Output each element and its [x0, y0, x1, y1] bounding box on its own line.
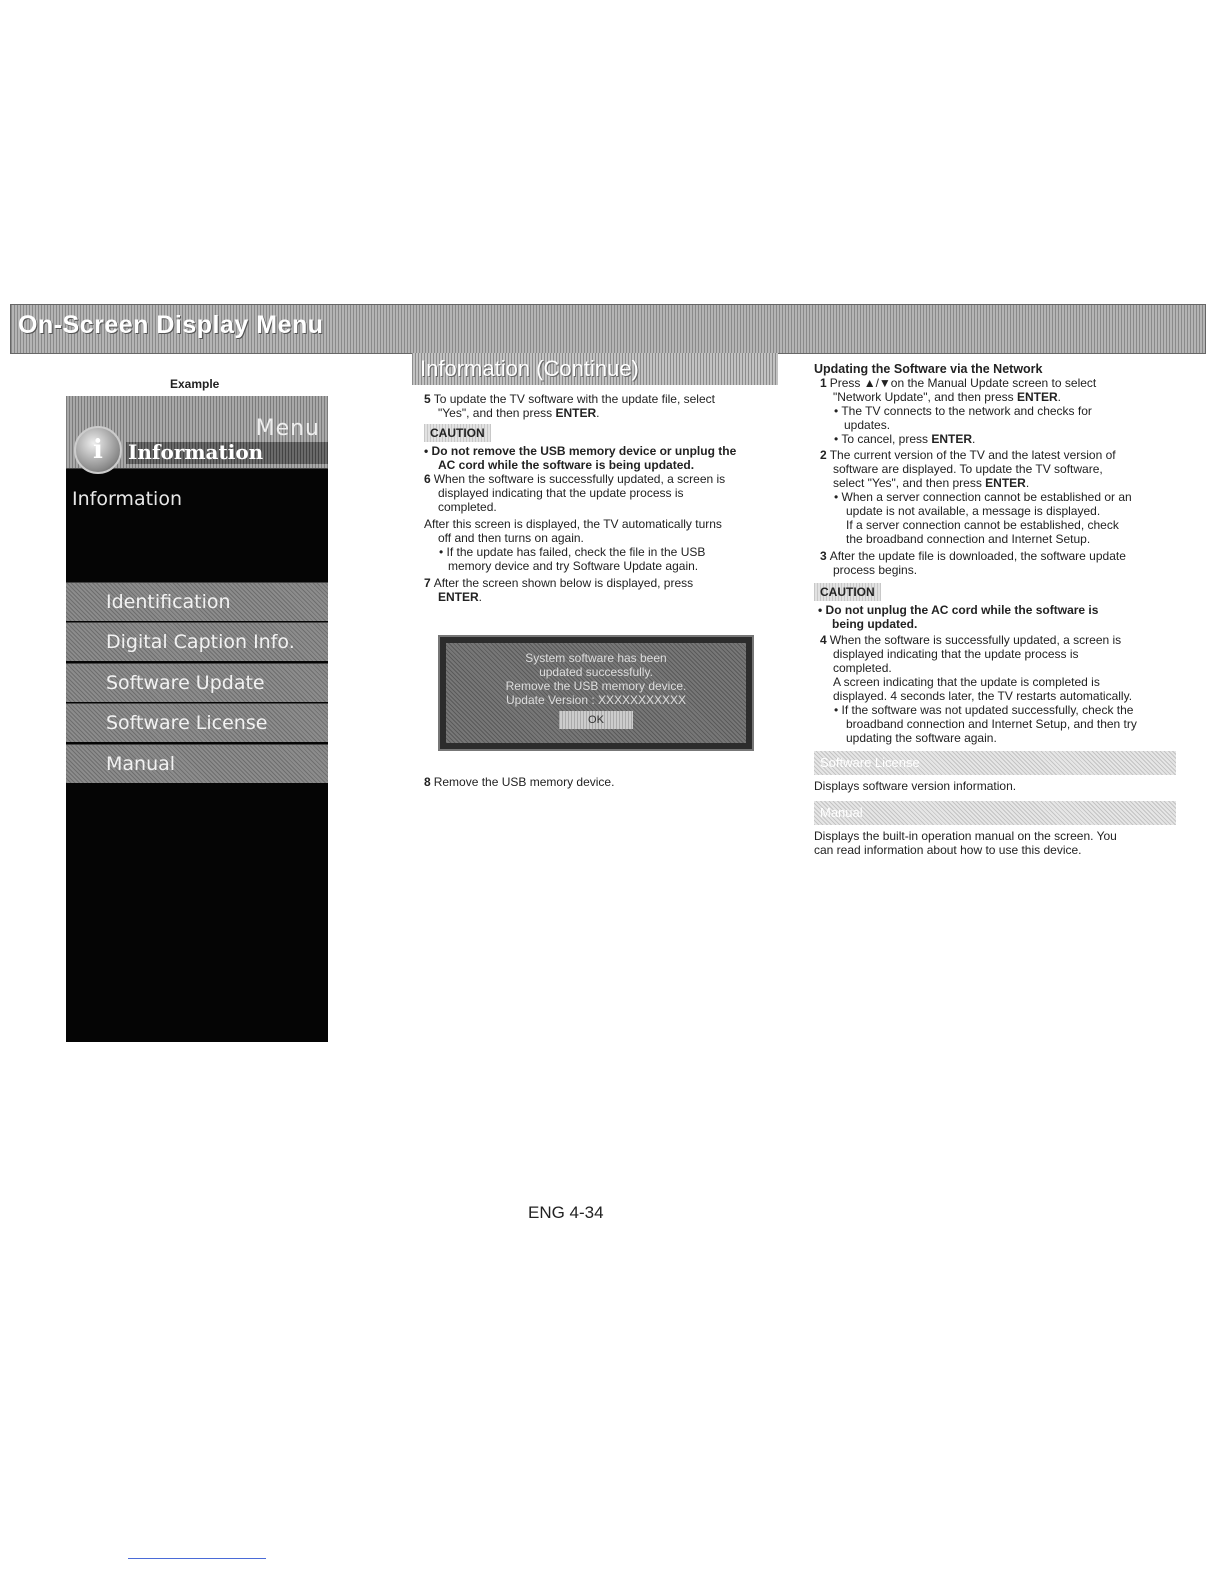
dialog-line-1: System software has been	[525, 651, 667, 665]
dialog-line-4: Update Version : XXXXXXXXXXX	[505, 693, 687, 707]
network-heading: Updating the Software via the Network	[814, 362, 1043, 376]
information-icon: i	[74, 426, 122, 474]
middle-column: 5 To update the TV software with the update file, select "Yes", and then press ENTER. CAUTION • Do not remove the USB memory device or unplug the AC cord while the software is being updated. 6 When the software is successfully updated, a screen is displayed indicating that the update process is completed. After this screen is displayed, the TV automatically turns off and then turns on again. • If the update has failed, check the file in the USB memory device and try Software Update again. 7 After the screen shown below is displayed, press ENTER.	[424, 392, 784, 604]
tv-menu-item-identification[interactable]: Identification	[66, 582, 328, 621]
software-license-text: Displays software version information.	[814, 779, 1017, 793]
manual-text: Displays the built-in operation manual on the screen. You	[814, 829, 1117, 843]
section-title: Information (Continue)	[420, 356, 639, 381]
tv-menu-item-digital-caption-info[interactable]: Digital Caption Info.	[66, 622, 328, 661]
tv-menu-word: Menu	[255, 416, 320, 441]
step-8: 8 Remove the USB memory device.	[424, 775, 615, 789]
ok-button[interactable]: OK	[559, 711, 633, 729]
software-license-header: Software License	[814, 751, 1176, 775]
network-step-1: 1 Press ▲/▼on the Manual Update screen to select	[820, 376, 1097, 390]
tv-menu-screen	[66, 396, 328, 1042]
tv-menu-item-software-update[interactable]: Software Update	[66, 663, 328, 702]
tv-menu-item-software-license[interactable]: Software License	[66, 703, 328, 742]
caution-text: • Do not remove the USB memory device or unplug the	[424, 444, 737, 458]
example-label: Example	[170, 377, 220, 391]
manual-header: Manual	[814, 801, 1176, 825]
dialog-line-2: updated successfully.	[539, 665, 653, 679]
network-step-3: 3 After the update file is downloaded, the software update	[820, 549, 1126, 563]
tv-category-label: Information	[128, 440, 264, 464]
network-step-4: 4 When the software is successfully updated, a screen is	[820, 633, 1122, 647]
after-paragraph: After this screen is displayed, the TV automatically turns	[424, 517, 722, 531]
dialog-line-3: Remove the USB memory device.	[505, 679, 687, 693]
step-7: 7 After the screen shown below is displayed, press	[424, 576, 694, 590]
tv-screen-title: Information	[72, 488, 182, 510]
network-caution-badge: CAUTION	[814, 583, 881, 601]
step-6: 6 When the software is successfully updated, a screen is	[424, 472, 726, 486]
tv-menu-item-manual[interactable]: Manual	[66, 744, 328, 783]
page-number: ENG 4-34	[528, 1203, 604, 1222]
footer-rule	[128, 1558, 266, 1559]
right-column: Updating the Software via the Network 1 Press ▲/▼on the Manual Update screen to select "Network Update", and then press ENTER. • The TV connects to the network and checks for updates. • To cancel, press ENTER. 2 The current version of the TV and the latest version of software are displayed. To update the TV software, select "Yes", and then press ENTER. • When a server connection cannot be established or an update is not available, a message is displayed. If a server connection cannot be established, check the broadband connection and Internet Setup. 3 After the update file is downloaded, the software update process begins. CAUTION • Do not unplug the AC cord while the software is being updated. 4 When the software is successfully updated, a screen is displayed indicating that the update process is completed. A screen indicating that the update is completed is displayed. 4 seconds later, the TV restarts automatically. • If the software was not updated successfully, check the broadband connection and Internet Setup, and then try updating the software again. Software License Displays software version information. Manual Displays the built-in operation manual on the screen. You can read information about how to use this device.	[814, 362, 1176, 857]
update-complete-dialog	[438, 635, 754, 751]
network-caution-text: • Do not unplug the AC cord while the software is	[818, 603, 1099, 617]
step-5: 5 To update the TV software with the update file, select	[424, 392, 715, 406]
caution-badge: CAUTION	[424, 424, 491, 442]
page-title: On-Screen Display Menu	[18, 311, 324, 339]
network-step-2: 2 The current version of the TV and the latest version of	[820, 448, 1116, 462]
